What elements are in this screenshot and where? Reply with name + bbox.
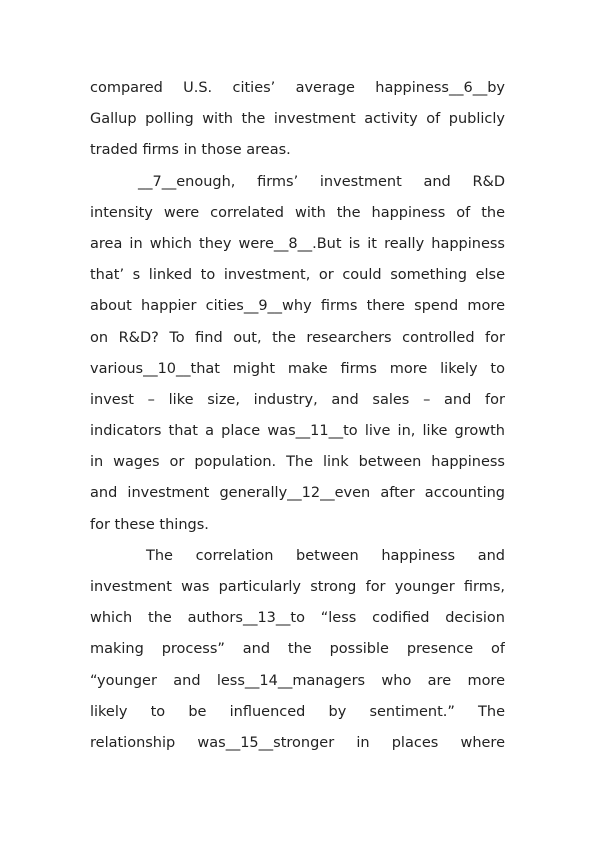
text-line: likely to be influenced by sentiment.” The bbox=[90, 703, 505, 720]
text-line: about happier cities__9__why firms there spend more bbox=[90, 298, 505, 315]
text-line: compared U.S. cities’ average happiness__6__by bbox=[90, 80, 505, 96]
text-line: making process” and the possible presence of bbox=[90, 641, 505, 658]
text-line: traded firms in those areas. bbox=[90, 142, 291, 159]
text-line: Gallup polling with the investment activity of publicly bbox=[90, 111, 505, 128]
text-line: area in which they were__8__.But is it really happiness bbox=[90, 235, 505, 252]
text-line: __7__enough, firms’ investment and R&D bbox=[138, 173, 505, 190]
text-line: invest – like size, industry, and sales – and for bbox=[90, 391, 505, 408]
text-line: which the authors__13__to “less codified decision bbox=[90, 610, 505, 627]
text-line: “younger and less__14__managers who are more bbox=[90, 672, 505, 689]
text-line: on R&D? To find out, the researchers controlled for bbox=[90, 329, 505, 346]
text-line: and investment generally__12__even after accounting bbox=[90, 485, 505, 502]
text-line: in wages or population. The link between happiness bbox=[90, 454, 505, 471]
text-line: relationship was__15__stronger in places where bbox=[90, 734, 505, 751]
text-line: that’ s linked to investment, or could something else bbox=[90, 267, 505, 284]
text-line: indicators that a place was__11__to live in, like growth bbox=[90, 423, 505, 440]
text-line: investment was particularly strong for younger firms, bbox=[90, 579, 505, 595]
text-line: for these things. bbox=[90, 516, 209, 533]
passage-text bbox=[90, 73, 505, 759]
text-line: intensity were correlated with the happiness of the bbox=[90, 204, 505, 221]
text-line: The correlation between happiness and bbox=[146, 547, 505, 564]
text-line: various__10__that might make firms more likely to bbox=[90, 360, 505, 377]
